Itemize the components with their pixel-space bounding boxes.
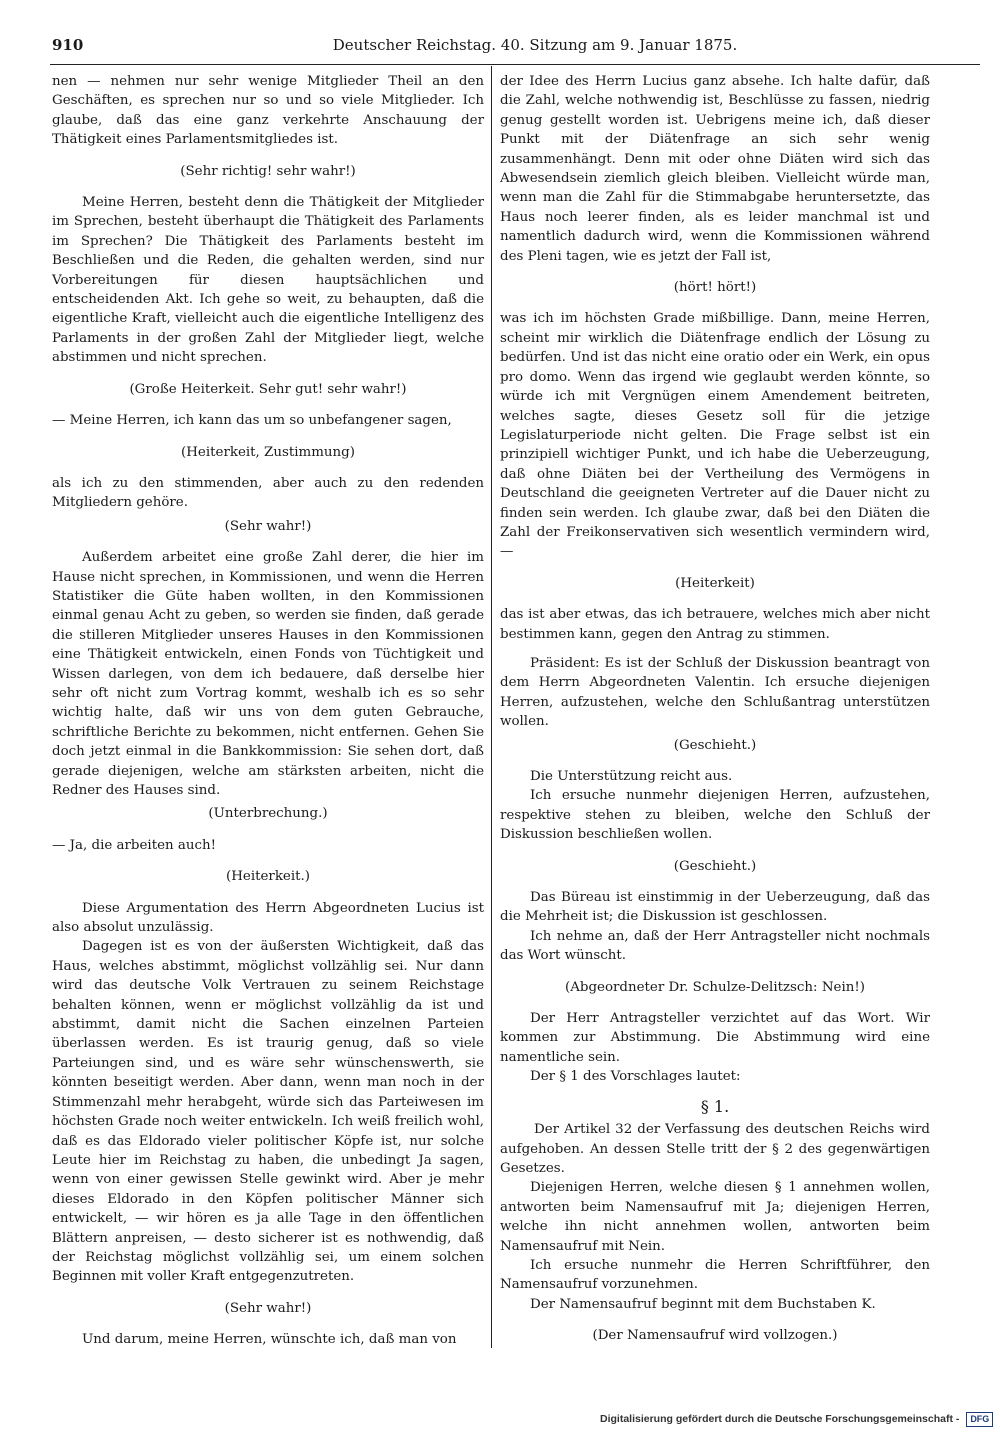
- paragraph: Der Herr Antragsteller verzichtet auf das Wort. Wir kommen zur Abstimmung. Die Abstimmung wird eine namentliche sein.: [500, 1011, 930, 1065]
- interjection: (Geschieht.): [673, 858, 757, 874]
- president-statement: Präsident: Es ist der Schluß der Diskussion beantragt von dem Herrn Abgeordneten Valentin. Ich ersuche diejenigen Herren, aufzustehen, welche den Schlußantrag unterstützen wollen.: [500, 655, 930, 730]
- interjection: (Heiterkeit, Zustimmung): [181, 444, 355, 460]
- interjection: (Geschieht.): [673, 737, 757, 753]
- paragraph: Der Namensaufruf beginnt mit dem Buchstaben K.: [530, 1296, 876, 1312]
- interjection: (Heiterkeit): [675, 575, 755, 591]
- article-text: Der Artikel 32 der Verfassung des deutschen Reichs wird aufgehoben. An dessen Stelle tritt der § 2 des gegenwärtigen Gesetzes.: [500, 1122, 930, 1176]
- paragraph: das ist aber etwas, das ich betrauere, welches mich aber nicht bestimmen kann, gegen den Antrag zu stimmen.: [500, 607, 930, 642]
- paragraph: Das Büreau ist einstimmig in der Ueberzeugung, daß das die Mehrheit ist; die Diskussion ist geschlossen.: [500, 890, 930, 925]
- section-heading: § 1.: [700, 1096, 730, 1116]
- column-divider: [491, 66, 492, 1348]
- footer-text: Digitalisierung gefördert durch die Deutsche Forschungsgemeinschaft -: [600, 1413, 960, 1425]
- page-number: 910: [52, 36, 84, 54]
- paragraph: nen — nehmen nur sehr wenige Mitglieder Theil an den Geschäften, es sprechen nur so und so viele Mitglieder. Ich glaube, daß das eine ganz verkehrte Anschauung der Thätigkeit eines Parlamentsmitgliedes ist.: [52, 74, 484, 148]
- paragraph: Ich nehme an, daß der Herr Antragsteller nicht nochmals das Wort wünscht.: [500, 928, 930, 964]
- paragraph: was ich im höchsten Grade mißbillige. Dann, meine Herren, scheint mir wirklich die Diätenfrage endlich der Lösung zu bedürfen. Und ist das nicht eine oratio oder ein Werk, ein opus pro domo. Wenn das irgend wie geglaubt werden könnte, so würde ich mit Vergnügen einem Amendement beitreten, welches sagte, dieses Gesetz soll für die jetzige Legislaturperiode nicht gelten. Die Frage selbst ist ein prinzipiell wichtiger Punkt, und ich habe die Ueberzeugung, daß ohne Diäten bei der Vertheilung des Vermögens in Deutschland die geeigneten Vertreter auf die Dauer nicht zu finden sein werden. Ich glaube zwar, daß bei den Diäten die Zahl der Freikonservativen sich wesentlich vermindern wird, —: [500, 311, 930, 560]
- paragraph: Außerdem arbeitet eine große Zahl derer, die hier im Hause nicht sprechen, in Kommissionen, und wenn die Herren Statistiker die Güte haben wollten, in den Kommissionen einmal genau Acht zu geben, so werden sie finden, daß gerade die stilleren Mitglieder unseres Hauses in den Kommissionen eine Thätigkeit entwickeln, einen Fonds von Tüchtigkeit und Wissen darlegen, von dem ich bedauere, daß derselbe hier sehr oft nicht zum Vortrag kommt, weshalb ich es so sehr wichtig halte, daß wir uns von dem guten Gebrauche, schriftliche Berichte zu bekommen, nicht entfernen. Gehen Sie doch jetzt einmal in die Bankkommission: Sie sehen dort, daß gerade diejenigen, welche am stärksten arbeiten, nicht die Redner des Hauses sind.: [52, 550, 484, 798]
- interjection: (Unterbrechung.): [208, 806, 328, 822]
- paragraph: als ich zu den stimmenden, aber auch zu den redenden Mitgliedern gehöre.: [52, 475, 484, 511]
- header-rule: [50, 64, 980, 65]
- interjection: (hört! hört!): [673, 280, 757, 296]
- paragraph: Ich ersuche nunmehr die Herren Schriftführer, den Namensaufruf vorzunehmen.: [500, 1257, 930, 1293]
- paragraph: Meine Herren, besteht denn die Thätigkeit der Mitglieder im Sprechen, besteht überhaupt die Thätigkeit des Parlaments im Sprechen? Die Thätigkeit des Parlaments besteht im Beschließen und die Reden, die gehalten werden, sind nur Vorbereitungen für diesen hauptsächlichen und entscheidenden Akt. Ich gehe so weit, zu behaupten, daß die eigentliche Kraft, vielleicht auch die eigentliche Intelligenz des Parlaments in der großen Zahl der Mitglieder liegt, welche abstimmen und nicht sprechen.: [52, 195, 484, 366]
- running-head: Deutscher Reichstag. 40. Sitzung am 9. Januar 1875.: [332, 36, 738, 54]
- interjection: (Sehr richtig! sehr wahr!): [180, 163, 356, 179]
- paragraph: Diejenigen Herren, welche diesen § 1 annehmen wollen, antworten beim Namensaufruf mit Ja; diejenigen Herren, welche ihn nicht annehmen wollen, antworten beim Namensaufruf mit Nein.: [500, 1180, 930, 1254]
- right-column: [500, 72, 930, 1358]
- paragraph: — Ja, die arbeiten auch!: [52, 837, 217, 853]
- interjection: (Große Heiterkeit. Sehr gut! sehr wahr!): [129, 381, 407, 397]
- paragraph: der Idee des Herrn Lucius ganz absehe. Ich halte dafür, daß die Zahl, welche nothwendig ist, Beschlüsse zu fassen, niedrig genug gestellt worden ist. Uebrigens meine ich, daß dieser Punkt mit der Diätenfrage an sich sehr wenig zusammenhängt. Denn mit oder ohne Diäten wird sich das Abwesendsein ziemlich gleich bleiben. Vielleicht würde man, wenn man die Zahl für die Stimmabgabe heruntersetzte, das Haus noch leerer finden, als es leider manchmal ist und namentlich dadurch wird, wenn die Kommissionen während des Pleni tagen, wie es jetzt der Fall ist,: [500, 74, 930, 264]
- dfg-logo-icon: DFG: [966, 1412, 993, 1427]
- paragraph: Und darum, meine Herren, wünschte ich, daß man von: [82, 1332, 457, 1348]
- paragraph: Diese Argumentation des Herrn Abgeordneten Lucius ist also absolut unzulässig.: [52, 900, 484, 936]
- left-column: [52, 72, 484, 1350]
- interjection: (Abgeordneter Dr. Schulze-Delitzsch: Nein!): [565, 979, 865, 995]
- paragraph: Die Unterstützung reicht aus.: [530, 769, 733, 784]
- digitization-footer: [600, 1410, 990, 1428]
- interjection: (Sehr wahr!): [224, 1300, 312, 1316]
- paragraph: Ich ersuche nunmehr diejenigen Herren, aufzustehen, respektive stehen zu bleiben, welche den Schluß der Diskussion beschließen wollen.: [500, 788, 930, 843]
- interjection: (Der Namensaufruf wird vollzogen.): [592, 1328, 838, 1344]
- paragraph: Der § 1 des Vorschlages lautet:: [530, 1069, 741, 1085]
- interjection: (Heiterkeit.): [226, 869, 310, 885]
- paragraph: — Meine Herren, ich kann das um so unbefangener sagen,: [52, 413, 452, 429]
- interjection: (Sehr wahr!): [224, 518, 312, 534]
- page-header: [52, 34, 978, 56]
- paragraph: Dagegen ist es von der äußersten Wichtigkeit, daß das Haus, welches abstimmt, möglichst vollzählig sei. Nur dann wird das deutsche Volk Vertrauen zu seinem Reichstage behalten können, wenn er möglichst vollzählig da ist und abstimmt, damit nicht die Sachen einzelnen Parteien überlassen werden. Es ist traurig genug, daß so viele Parteiungen sind, und es wäre sehr wünschenswerth, sie könnten beseitigt werden. Aber dann, wenn man noch in der Stimmenzahl mehr herabgeht, würde sich das Parteiwesen im höchsten Grade noch weiter entwickeln. Ich weiß freilich wohl, daß es das Eldorado vieler politischer Köpfe ist, nur solche Leute hier im Reichstag zu haben, die unbedingt Ja sagen, wenn von einer gewissen Stelle gewinkt wird. Aber je mehr dieses Eldorado in den Köpfen politischer Männer sich entwickelt, — wir hören es ja alle Tage in den öffentlichen Blättern anpreisen, — desto sicherer ist es nothwendig, daß der Reichstag möglichst vollzählig sei, um einem solchen Beginnen mit voller Kraft entgegenzutreten.: [52, 939, 484, 1285]
